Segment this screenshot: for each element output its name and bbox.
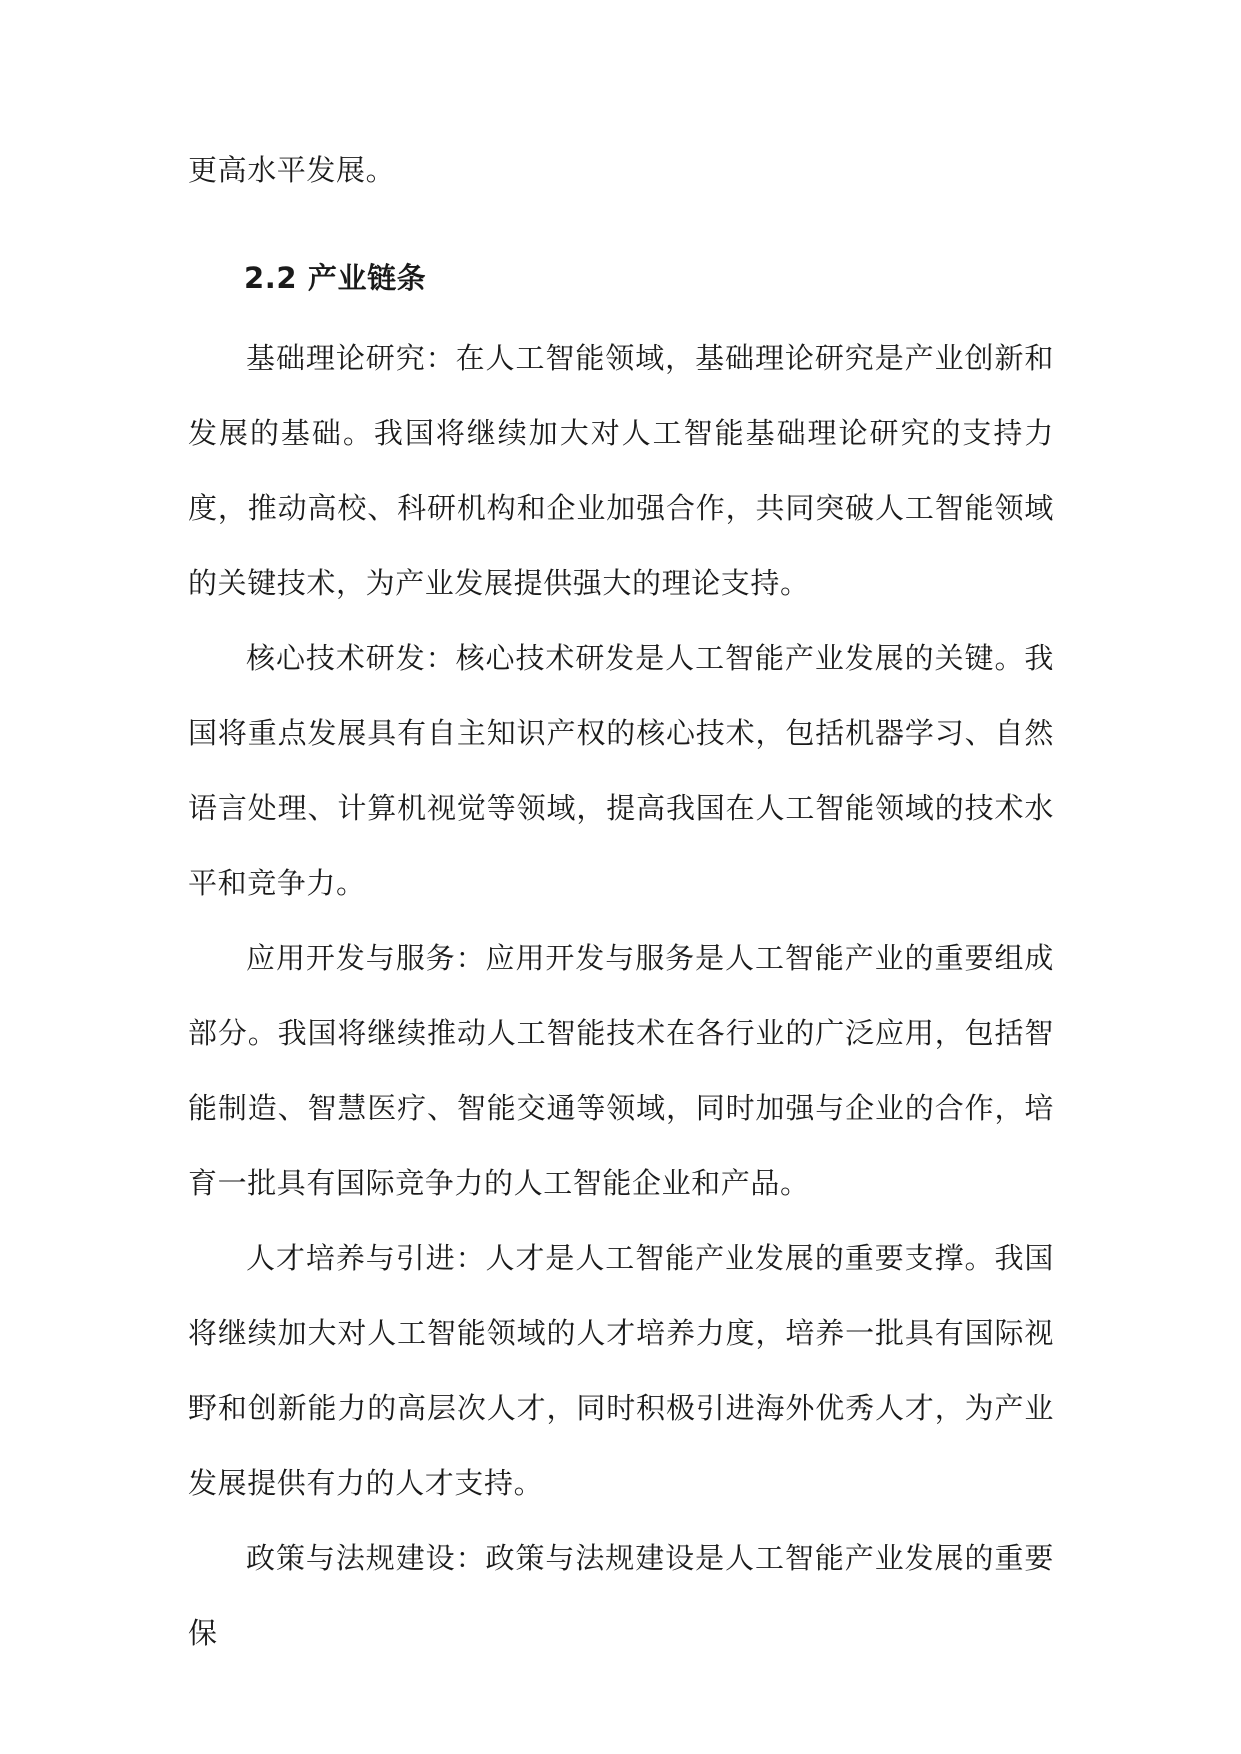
paragraph-talent: 人才培养与引进：人才是人工智能产业发展的重要支撑。我国将继续加大对人工智能领域的人才培养力度，培养一批具有国际视野和创新能力的高层次人才，同时积极引进海外优秀人才，为产业发展提供有力的人才支持。 (188, 1241, 1054, 1500)
paragraph-core-technology: 核心技术研发：核心技术研发是人工智能产业发展的关键。我国将重点发展具有自主知识产权的核心技术，包括机器学习、自然语言处理、计算机视觉等领域，提高我国在人工智能领域的技术水平和竞争力。 (188, 641, 1054, 900)
paragraph-basic-research: 基础理论研究：在人工智能领域，基础理论研究是产业创新和发展的基础。我国将继续加大对人工智能基础理论研究的支持力度，推动高校、科研机构和企业加强合作，共同突破人工智能领域的关键技术，为产业发展提供强大的理论支持。 (188, 341, 1054, 600)
section-heading: 2.2 产业链条 (244, 261, 427, 295)
continuation-text: 更高水平发展。 (188, 153, 396, 187)
paragraph-application-services: 应用开发与服务：应用开发与服务是人工智能产业的重要组成部分。我国将继续推动人工智能技术在各行业的广泛应用，包括智能制造、智慧医疗、智能交通等领域，同时加强与企业的合作，培育一批具有国际竞争力的人工智能企业和产品。 (188, 941, 1054, 1200)
paragraph-policy: 政策与法规建设：政策与法规建设是人工智能产业发展的重要保 (188, 1541, 1054, 1650)
